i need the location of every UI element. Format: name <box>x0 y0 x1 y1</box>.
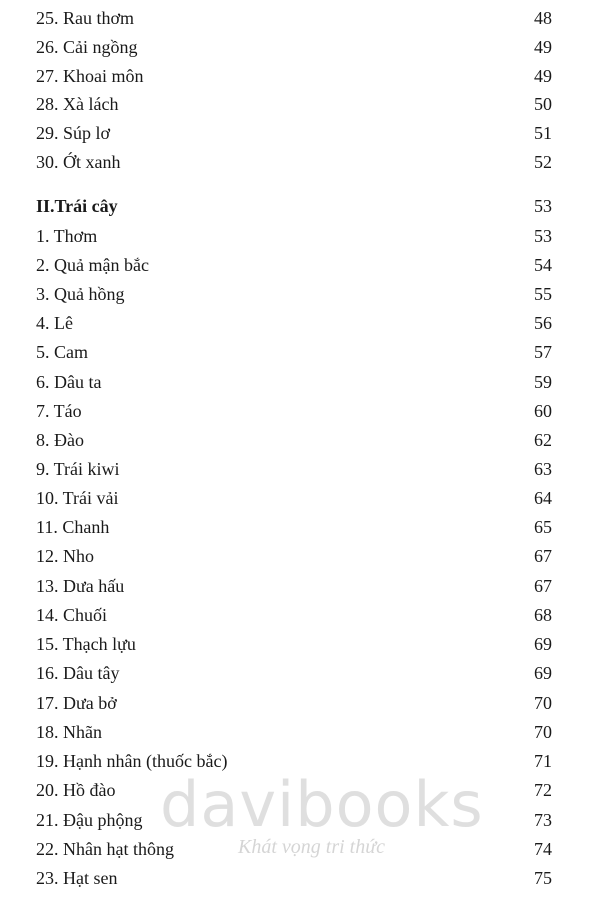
toc-entry <box>36 148 552 177</box>
toc-entry-page: 51 <box>534 123 552 143</box>
toc-entry <box>36 397 552 426</box>
toc-entry <box>36 835 552 864</box>
toc-entry-page: 75 <box>534 868 552 888</box>
toc-entry-title: 20. Hồ đào <box>36 780 116 800</box>
toc-entry <box>36 630 552 659</box>
toc-section-title: II.Trái cây <box>36 196 118 216</box>
toc-section-heading <box>36 192 552 221</box>
toc-entry-title: 3. Quả hồng <box>36 284 125 304</box>
toc-entry-page: 55 <box>534 284 552 304</box>
toc-entry-title: 10. Trái vải <box>36 488 119 508</box>
toc-entry-title: 9. Trái kiwi <box>36 459 120 479</box>
toc-entry-page: 62 <box>534 430 552 450</box>
watermark-slogan: Khát vọng tri thức <box>238 836 386 858</box>
toc-entry-page: 54 <box>534 255 552 275</box>
toc-entry-page: 56 <box>534 313 552 333</box>
toc-entry <box>36 4 552 33</box>
toc-entry <box>36 426 552 455</box>
toc-entry <box>36 747 552 776</box>
toc-entry-title: 12. Nho <box>36 546 94 566</box>
toc-entry-title: 14. Chuối <box>36 605 108 625</box>
toc-entry-title: 30. Ớt xanh <box>36 152 121 172</box>
toc-entry <box>36 601 552 630</box>
toc-entry <box>36 513 552 542</box>
toc-entry <box>36 368 552 397</box>
toc-entry-title: 16. Dâu tây <box>36 663 120 683</box>
toc-entry-page: 59 <box>534 372 552 392</box>
toc-entry-title: 6. Dâu ta <box>36 372 102 392</box>
toc-entry-page: 49 <box>534 37 552 57</box>
toc-entry <box>36 659 552 688</box>
toc-entry-page: 72 <box>534 780 552 800</box>
toc-entry-title: 23. Hạt sen <box>36 868 118 888</box>
toc-entry-title: 26. Cải ngồng <box>36 37 138 57</box>
toc-entry-title: 11. Chanh <box>36 517 110 537</box>
toc-entry <box>36 251 552 280</box>
toc-entry-page: 49 <box>534 66 552 86</box>
toc-entry-page: 70 <box>534 693 552 713</box>
toc-entry-title: 1. Thơm <box>36 226 98 246</box>
toc-entry <box>36 572 552 601</box>
toc-entry-page: 63 <box>534 459 552 479</box>
toc-entry-title: 27. Khoai môn <box>36 66 144 86</box>
toc-entry <box>36 806 552 835</box>
toc-entry <box>36 119 552 148</box>
toc-entry-page: 60 <box>534 401 552 421</box>
toc-entry-page: 69 <box>534 663 552 683</box>
toc-entry <box>36 689 552 718</box>
toc-entry-page: 67 <box>534 576 552 596</box>
toc-entry <box>36 90 552 119</box>
toc-entry-page: 68 <box>534 605 552 625</box>
toc-entry-title: 17. Dưa bở <box>36 693 117 713</box>
toc-entry <box>36 62 552 91</box>
toc-entry <box>36 222 552 251</box>
toc-entry-title: 22. Nhân hạt thông <box>36 839 174 859</box>
toc-entry-title: 7. Táo <box>36 401 82 421</box>
toc-entry-page: 67 <box>534 546 552 566</box>
toc-entry <box>36 776 552 805</box>
toc-entry-title: 28. Xà lách <box>36 94 119 114</box>
toc-entry-page: 71 <box>534 751 552 771</box>
toc-entry-title: 8. Đào <box>36 430 84 450</box>
toc-entry-page: 74 <box>534 839 552 859</box>
toc-entry-page: 70 <box>534 722 552 742</box>
toc-entry <box>36 33 552 62</box>
toc-entry <box>36 338 552 367</box>
toc-entry-page: 57 <box>534 342 552 362</box>
toc-entry <box>36 542 552 571</box>
toc-entry-title: 15. Thạch lựu <box>36 634 136 654</box>
toc-entry <box>36 280 552 309</box>
toc-entry <box>36 718 552 747</box>
toc-entry-page: 52 <box>534 152 552 172</box>
toc-entry <box>36 864 552 893</box>
toc-entry-title: 21. Đậu phộng <box>36 810 143 830</box>
toc-section-page: 53 <box>534 196 552 216</box>
toc-entry-title: 18. Nhãn <box>36 722 102 742</box>
toc-entry-page: 64 <box>534 488 552 508</box>
toc-entry <box>36 455 552 484</box>
toc-entry-title: 4. Lê <box>36 313 73 333</box>
toc-entry <box>36 309 552 338</box>
toc-entry-title: 13. Dưa hấu <box>36 576 125 596</box>
toc-entry-page: 53 <box>534 226 552 246</box>
watermark-brand: davibooks <box>160 768 484 841</box>
toc-entry-title: 25. Rau thơm <box>36 8 135 28</box>
toc-entry-title: 2. Quả mận bắc <box>36 255 149 275</box>
toc-entry-title: 29. Súp lơ <box>36 123 111 143</box>
toc-entry-page: 65 <box>534 517 552 537</box>
toc-entry-page: 48 <box>534 8 552 28</box>
toc-entry-page: 50 <box>534 94 552 114</box>
toc-entry-page: 73 <box>534 810 552 830</box>
toc-entry-title: 5. Cam <box>36 342 88 362</box>
toc-entry <box>36 484 552 513</box>
toc-entry-title: 19. Hạnh nhân (thuốc bắc) <box>36 751 228 771</box>
toc-entry-page: 69 <box>534 634 552 654</box>
